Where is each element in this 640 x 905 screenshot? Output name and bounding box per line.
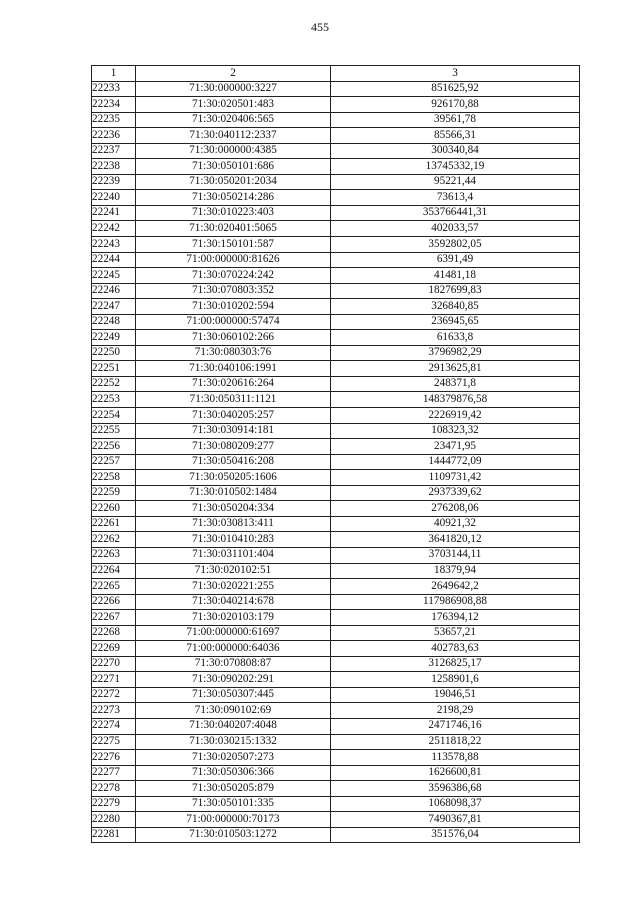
cadastral-number-cell: 71:30:000000:3227 bbox=[136, 81, 331, 97]
table-row bbox=[92, 734, 580, 750]
row-number-cell: 22239 bbox=[92, 174, 136, 190]
row-number-cell: 22257 bbox=[92, 454, 136, 470]
table-row bbox=[92, 485, 580, 501]
row-number-cell: 22274 bbox=[92, 718, 136, 734]
row-number-cell: 22277 bbox=[92, 765, 136, 781]
cadastral-number-cell: 71:30:090202:291 bbox=[136, 672, 331, 688]
value-cell: 3592802,05 bbox=[331, 237, 580, 253]
table-row bbox=[92, 392, 580, 408]
cadastral-number-cell: 71:30:030215:1332 bbox=[136, 734, 331, 750]
table-row bbox=[92, 672, 580, 688]
cadastral-number-cell: 71:30:010502:1484 bbox=[136, 485, 331, 501]
row-number-cell: 22251 bbox=[92, 361, 136, 377]
cadastral-number-cell: 71:30:000000:4385 bbox=[136, 143, 331, 159]
value-cell: 236945,65 bbox=[331, 314, 580, 330]
table-row bbox=[92, 765, 580, 781]
value-cell: 148379876,58 bbox=[331, 392, 580, 408]
value-cell: 19046,51 bbox=[331, 687, 580, 703]
cadastral-number-cell: 71:00:000000:64036 bbox=[136, 641, 331, 657]
row-number-cell: 22249 bbox=[92, 330, 136, 346]
table-row bbox=[92, 97, 580, 113]
row-number-cell: 22280 bbox=[92, 812, 136, 828]
cadastral-number-cell: 71:00:000000:70173 bbox=[136, 812, 331, 828]
cadastral-number-cell: 71:30:050307:445 bbox=[136, 687, 331, 703]
value-cell: 85566,31 bbox=[331, 128, 580, 144]
value-cell: 13745332,19 bbox=[331, 159, 580, 175]
table-row bbox=[92, 205, 580, 221]
value-cell: 176394,12 bbox=[331, 610, 580, 626]
row-number-cell: 22244 bbox=[92, 252, 136, 268]
cadastral-number-cell: 71:30:010410:283 bbox=[136, 532, 331, 548]
row-number-cell: 22267 bbox=[92, 610, 136, 626]
table-row bbox=[92, 470, 580, 486]
table-row bbox=[92, 656, 580, 672]
value-cell: 3126825,17 bbox=[331, 656, 580, 672]
row-number-cell: 22268 bbox=[92, 625, 136, 641]
row-number-cell: 22234 bbox=[92, 97, 136, 113]
cadastral-number-cell: 71:30:040205:257 bbox=[136, 408, 331, 424]
cadastral-number-cell: 71:30:090102:69 bbox=[136, 703, 331, 719]
value-cell: 23471,95 bbox=[331, 439, 580, 455]
cadastral-number-cell: 71:30:020103:179 bbox=[136, 610, 331, 626]
table-row bbox=[92, 827, 580, 843]
cadastral-number-cell: 71:30:010202:594 bbox=[136, 299, 331, 315]
value-cell: 39561,78 bbox=[331, 112, 580, 128]
row-number-cell: 22272 bbox=[92, 687, 136, 703]
row-number-cell: 22276 bbox=[92, 750, 136, 766]
value-cell: 3703144,11 bbox=[331, 547, 580, 563]
row-number-cell: 22237 bbox=[92, 143, 136, 159]
value-cell: 2471746,16 bbox=[331, 718, 580, 734]
data-table bbox=[91, 65, 580, 843]
table-row bbox=[92, 812, 580, 828]
row-number-cell: 22252 bbox=[92, 376, 136, 392]
cadastral-number-cell: 71:30:050205:879 bbox=[136, 781, 331, 797]
value-cell: 113578,88 bbox=[331, 750, 580, 766]
cadastral-number-cell: 71:30:020501:483 bbox=[136, 97, 331, 113]
table-row bbox=[92, 345, 580, 361]
table-row bbox=[92, 750, 580, 766]
value-cell: 61633,8 bbox=[331, 330, 580, 346]
value-cell: 117986908,88 bbox=[331, 594, 580, 610]
table-row bbox=[92, 190, 580, 206]
cadastral-number-cell: 71:30:050201:2034 bbox=[136, 174, 331, 190]
table-row bbox=[92, 594, 580, 610]
cadastral-number-cell: 71:30:070808:87 bbox=[136, 656, 331, 672]
cadastral-number-cell: 71:30:050205:1606 bbox=[136, 470, 331, 486]
value-cell: 353766441,31 bbox=[331, 205, 580, 221]
table-body bbox=[92, 81, 580, 843]
value-cell: 402033,57 bbox=[331, 221, 580, 237]
table-row bbox=[92, 159, 580, 175]
value-cell: 351576,04 bbox=[331, 827, 580, 843]
cadastral-number-cell: 71:30:060102:266 bbox=[136, 330, 331, 346]
table-row bbox=[92, 330, 580, 346]
table-row bbox=[92, 376, 580, 392]
cadastral-number-cell: 71:30:040207:4048 bbox=[136, 718, 331, 734]
table-row bbox=[92, 221, 580, 237]
row-number-cell: 22262 bbox=[92, 532, 136, 548]
cadastral-number-cell: 71:30:050101:686 bbox=[136, 159, 331, 175]
column-header-2: 2 bbox=[136, 66, 331, 82]
row-number-cell: 22263 bbox=[92, 547, 136, 563]
value-cell: 1109731,42 bbox=[331, 470, 580, 486]
row-number-cell: 22254 bbox=[92, 408, 136, 424]
table-row bbox=[92, 610, 580, 626]
value-cell: 108323,32 bbox=[331, 423, 580, 439]
cadastral-number-cell: 71:30:040106:1991 bbox=[136, 361, 331, 377]
table-row bbox=[92, 641, 580, 657]
cadastral-number-cell: 71:30:031101:404 bbox=[136, 547, 331, 563]
cadastral-number-cell: 71:00:000000:61697 bbox=[136, 625, 331, 641]
value-cell: 41481,18 bbox=[331, 268, 580, 284]
value-cell: 1258901,6 bbox=[331, 672, 580, 688]
table-row bbox=[92, 112, 580, 128]
value-cell: 3641820,12 bbox=[331, 532, 580, 548]
value-cell: 95221,44 bbox=[331, 174, 580, 190]
table-row bbox=[92, 423, 580, 439]
page-number: 455 bbox=[311, 20, 329, 34]
row-number-cell: 22266 bbox=[92, 594, 136, 610]
value-cell: 1068098,37 bbox=[331, 796, 580, 812]
table-row bbox=[92, 718, 580, 734]
table-row bbox=[92, 796, 580, 812]
row-number-cell: 22247 bbox=[92, 299, 136, 315]
value-cell: 1626600,81 bbox=[331, 765, 580, 781]
cadastral-number-cell: 71:30:010503:1272 bbox=[136, 827, 331, 843]
value-cell: 3596386,68 bbox=[331, 781, 580, 797]
value-cell: 2913625,81 bbox=[331, 361, 580, 377]
row-number-cell: 22273 bbox=[92, 703, 136, 719]
value-cell: 276208,06 bbox=[331, 501, 580, 517]
value-cell: 73613,4 bbox=[331, 190, 580, 206]
value-cell: 248371,8 bbox=[331, 376, 580, 392]
value-cell: 3796982,29 bbox=[331, 345, 580, 361]
row-number-cell: 22259 bbox=[92, 485, 136, 501]
cadastral-number-cell: 71:30:010223:403 bbox=[136, 205, 331, 221]
table-row bbox=[92, 143, 580, 159]
table-row bbox=[92, 579, 580, 595]
table-row bbox=[92, 625, 580, 641]
table-row bbox=[92, 563, 580, 579]
value-cell: 926170,88 bbox=[331, 97, 580, 113]
table-row bbox=[92, 128, 580, 144]
row-number-cell: 22235 bbox=[92, 112, 136, 128]
value-cell: 40921,32 bbox=[331, 516, 580, 532]
cadastral-number-cell: 71:30:020221:255 bbox=[136, 579, 331, 595]
cadastral-number-cell: 71:30:040214:678 bbox=[136, 594, 331, 610]
table-row bbox=[92, 268, 580, 284]
table-row bbox=[92, 283, 580, 299]
cadastral-number-cell: 71:30:050204:334 bbox=[136, 501, 331, 517]
value-cell: 7490367,81 bbox=[331, 812, 580, 828]
row-number-cell: 22278 bbox=[92, 781, 136, 797]
table-row bbox=[92, 703, 580, 719]
row-number-cell: 22261 bbox=[92, 516, 136, 532]
cadastral-number-cell: 71:30:040112:2337 bbox=[136, 128, 331, 144]
table-row bbox=[92, 299, 580, 315]
row-number-cell: 22238 bbox=[92, 159, 136, 175]
table-row bbox=[92, 314, 580, 330]
table-row bbox=[92, 501, 580, 517]
cadastral-number-cell: 71:30:080209:277 bbox=[136, 439, 331, 455]
cadastral-number-cell: 71:30:070803:352 bbox=[136, 283, 331, 299]
table-row bbox=[92, 516, 580, 532]
value-cell: 2511818,22 bbox=[331, 734, 580, 750]
row-number-cell: 22242 bbox=[92, 221, 136, 237]
row-number-cell: 22245 bbox=[92, 268, 136, 284]
cadastral-number-cell: 71:30:050311:1121 bbox=[136, 392, 331, 408]
table-row bbox=[92, 174, 580, 190]
value-cell: 2198,29 bbox=[331, 703, 580, 719]
table-row bbox=[92, 81, 580, 97]
row-number-cell: 22253 bbox=[92, 392, 136, 408]
row-number-cell: 22250 bbox=[92, 345, 136, 361]
cadastral-number-cell: 71:30:020406:565 bbox=[136, 112, 331, 128]
value-cell: 6391,49 bbox=[331, 252, 580, 268]
row-number-cell: 22243 bbox=[92, 237, 136, 253]
cadastral-number-cell: 71:30:050101:335 bbox=[136, 796, 331, 812]
cadastral-number-cell: 71:30:050416:208 bbox=[136, 454, 331, 470]
table-header-row bbox=[92, 66, 580, 82]
row-number-cell: 22281 bbox=[92, 827, 136, 843]
value-cell: 851625,92 bbox=[331, 81, 580, 97]
table-row bbox=[92, 439, 580, 455]
row-number-cell: 22258 bbox=[92, 470, 136, 486]
table-row bbox=[92, 252, 580, 268]
cadastral-number-cell: 71:30:050306:366 bbox=[136, 765, 331, 781]
table-row bbox=[92, 547, 580, 563]
row-number-cell: 22271 bbox=[92, 672, 136, 688]
table-row bbox=[92, 361, 580, 377]
table-row bbox=[92, 454, 580, 470]
table-row bbox=[92, 237, 580, 253]
table-row bbox=[92, 781, 580, 797]
value-cell: 18379,94 bbox=[331, 563, 580, 579]
column-header-3: 3 bbox=[331, 66, 580, 82]
row-number-cell: 22255 bbox=[92, 423, 136, 439]
row-number-cell: 22240 bbox=[92, 190, 136, 206]
value-cell: 326840,85 bbox=[331, 299, 580, 315]
row-number-cell: 22236 bbox=[92, 128, 136, 144]
cadastral-number-cell: 71:30:030914:181 bbox=[136, 423, 331, 439]
value-cell: 2226919,42 bbox=[331, 408, 580, 424]
row-number-cell: 22248 bbox=[92, 314, 136, 330]
row-number-cell: 22275 bbox=[92, 734, 136, 750]
value-cell: 402783,63 bbox=[331, 641, 580, 657]
row-number-cell: 22279 bbox=[92, 796, 136, 812]
cadastral-number-cell: 71:30:030813:411 bbox=[136, 516, 331, 532]
cadastral-number-cell: 71:30:020507:273 bbox=[136, 750, 331, 766]
row-number-cell: 22260 bbox=[92, 501, 136, 517]
cadastral-number-cell: 71:00:000000:57474 bbox=[136, 314, 331, 330]
value-cell: 300340,84 bbox=[331, 143, 580, 159]
cadastral-number-cell: 71:00:000000:81626 bbox=[136, 252, 331, 268]
row-number-cell: 22270 bbox=[92, 656, 136, 672]
cadastral-number-cell: 71:30:020102:51 bbox=[136, 563, 331, 579]
cadastral-number-cell: 71:30:050214:286 bbox=[136, 190, 331, 206]
cadastral-number-cell: 71:30:020401:5065 bbox=[136, 221, 331, 237]
row-number-cell: 22256 bbox=[92, 439, 136, 455]
cadastral-number-cell: 71:30:150101:587 bbox=[136, 237, 331, 253]
value-cell: 2649642,2 bbox=[331, 579, 580, 595]
cadastral-number-cell: 71:30:020616:264 bbox=[136, 376, 331, 392]
row-number-cell: 22264 bbox=[92, 563, 136, 579]
value-cell: 2937339,62 bbox=[331, 485, 580, 501]
table-row bbox=[92, 687, 580, 703]
row-number-cell: 22265 bbox=[92, 579, 136, 595]
row-number-cell: 22246 bbox=[92, 283, 136, 299]
value-cell: 1827699,83 bbox=[331, 283, 580, 299]
row-number-cell: 22241 bbox=[92, 205, 136, 221]
table-row bbox=[92, 408, 580, 424]
row-number-cell: 22269 bbox=[92, 641, 136, 657]
cadastral-number-cell: 71:30:070224:242 bbox=[136, 268, 331, 284]
cadastral-number-cell: 71:30:080303:76 bbox=[136, 345, 331, 361]
row-number-cell: 22233 bbox=[92, 81, 136, 97]
column-header-1: 1 bbox=[92, 66, 136, 82]
value-cell: 1444772,09 bbox=[331, 454, 580, 470]
table-row bbox=[92, 532, 580, 548]
value-cell: 53657,21 bbox=[331, 625, 580, 641]
